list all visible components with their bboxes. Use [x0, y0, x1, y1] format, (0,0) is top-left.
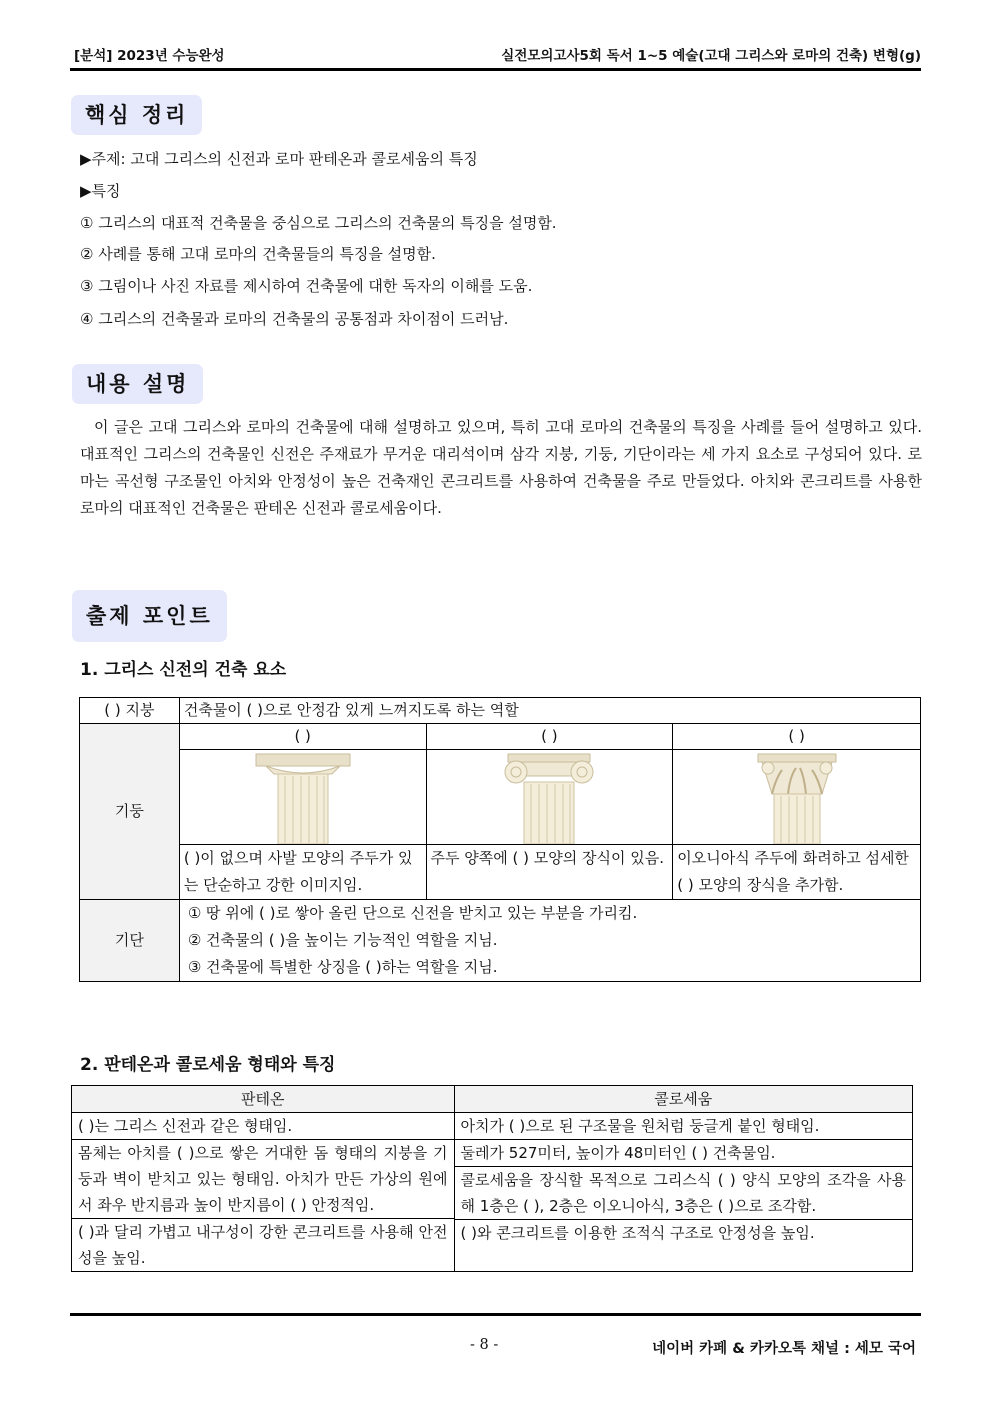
ionic-column-icon: [494, 750, 604, 844]
summary-feature-2: ② 사례를 통해 고대 로마의 건축물들의 특징을 설명함.: [80, 245, 436, 263]
footer-credit: 네이버 카페 & 카카오톡 채널 : 세모 국어: [652, 1341, 916, 1357]
column-header-corinthian: ( ): [673, 724, 921, 750]
pantheon-point-3: ( )과 달리 가볍고 내구성이 강한 콘크리트를 사용해 안전성을 높임.: [78, 1223, 448, 1267]
colosseum-column: [454, 1113, 912, 1272]
colosseum-point-3: 콜로세움을 장식할 목적으로 그리스식 ( ) 양식 모양의 조각을 사용해 1층은 ( ), 2층은 이오니아식, 3층은 ( )으로 조각함.: [455, 1167, 912, 1220]
pantheon-point-1: ( )는 그리스 신전과 같은 형태임.: [72, 1113, 454, 1140]
header-right: 실전모의고사5회 독서 1~5 예술(고대 그리스와 로마의 건축) 변형(g): [501, 48, 921, 64]
doric-column-icon: [248, 750, 358, 844]
base-label: 기단: [80, 900, 180, 982]
subheading-greek-temple: 1. 그리스 신전의 건축 요소: [80, 660, 287, 680]
header-rule: [70, 68, 921, 71]
summary-feature-4: ④ 그리스의 건축물과 로마의 건축물의 공통점과 차이점이 드러남.: [80, 310, 509, 328]
pantheon-point-2: 몸체는 아치를 ( )으로 쌓은 거대한 돔 형태의 지붕을 기둥과 벽이 받치고 있는 형태임. 아치가 만든 가상의 원에서 좌우 반지름과 높이 반지름이 ( ) 안정적임.: [72, 1140, 454, 1219]
content-paragraph: 이 글은 고대 그리스와 로마의 건축물에 대해 설명하고 있으며, 특히 고대 로마의 건축물의 특징을 사례를 들어 설명하고 있다. 대표적인 그리스의 건축물인 신전은 주재료가 무거운 대리석이며 삼각 지붕, 기둥, 기단이라는 세 가지 요소로 구성되어 있다. 로마는 곡선형 구조물인 아치와 안정성이 높은 건축재인 콘크리트를 사용하여 건축물을 주로 만들었다. 아치와 콘크리트를 사용한 로마의 대표적인 건축물은 판테온 신전과 콜로세움이다.: [80, 418, 922, 517]
corinthian-column-image: [673, 750, 921, 845]
corinthian-column-icon: [742, 750, 852, 844]
colosseum-point-2: 둘레가 527미터, 높이가 48미터인 ( ) 건축물임.: [455, 1140, 912, 1167]
column-header-ionic: ( ): [426, 724, 673, 750]
greek-temple-table: [79, 697, 921, 982]
section-title-core-summary: 핵심 정리: [71, 95, 202, 135]
header-pantheon: 판테온: [72, 1086, 455, 1113]
roof-label: ( ) 지붕: [80, 698, 180, 724]
column-header-doric: ( ): [179, 724, 426, 750]
subheading-pantheon-colosseum: 2. 판테온과 콜로세움 형태와 특징: [80, 1055, 336, 1075]
page-number: - 8 -: [470, 1337, 499, 1353]
pantheon-column: [72, 1113, 455, 1272]
colosseum-point-4: ( )와 콘크리트를 이용한 조적식 구조로 안정성을 높임.: [460, 1224, 815, 1242]
doric-column-image: [179, 750, 426, 845]
summary-feature-1: ① 그리스의 대표적 건축물을 중심으로 그리스의 건축물의 특징을 설명함.: [80, 214, 557, 232]
section-title-exam-points: 출제 포인트: [72, 590, 227, 642]
summary-features-heading: ▶특징: [80, 182, 121, 200]
page-header: [70, 44, 921, 64]
footer-rule: [70, 1313, 921, 1316]
base-line-3: ③ 건축물에 특별한 상징을 ( )하는 역할을 지님.: [187, 958, 498, 976]
header-left: [분석] 2023년 수능완성: [74, 48, 225, 64]
base-line-2: ② 건축물의 ( )을 높이는 기능적인 역할을 지님.: [187, 931, 498, 949]
roof-description: 건축물이 ( )으로 안정감 있게 느껴지도록 하는 역할: [179, 698, 920, 724]
summary-topic: ▶주제: 고대 그리스의 신전과 로마 판테온과 콜로세움의 특징: [80, 150, 478, 168]
summary-feature-3: ③ 그림이나 사진 자료를 제시하여 건축물에 대한 독자의 이해를 도움.: [80, 277, 533, 295]
doric-description: ( )이 없으며 사발 모양의 주두가 있는 단순하고 강한 이미지임.: [179, 845, 426, 900]
colosseum-point-1: 아치가 ( )으로 된 구조물을 원처럼 둥글게 붙인 형태임.: [455, 1113, 912, 1140]
ionic-column-image: [426, 750, 673, 845]
base-line-1: ① 땅 위에 ( )로 쌓아 올린 단으로 신전을 받치고 있는 부분을 가리킴.: [187, 904, 638, 922]
section-title-content: 내용 설명: [72, 364, 203, 404]
pantheon-colosseum-table: [71, 1085, 913, 1272]
column-label: 기둥: [80, 724, 180, 900]
base-description: [179, 900, 920, 982]
header-colosseum: 콜로세움: [454, 1086, 912, 1113]
ionic-description: 주두 양쪽에 ( ) 모양의 장식이 있음.: [426, 845, 673, 900]
corinthian-description: 이오니아식 주두에 화려하고 섬세한 ( ) 모양의 장식을 추가함.: [673, 845, 921, 900]
